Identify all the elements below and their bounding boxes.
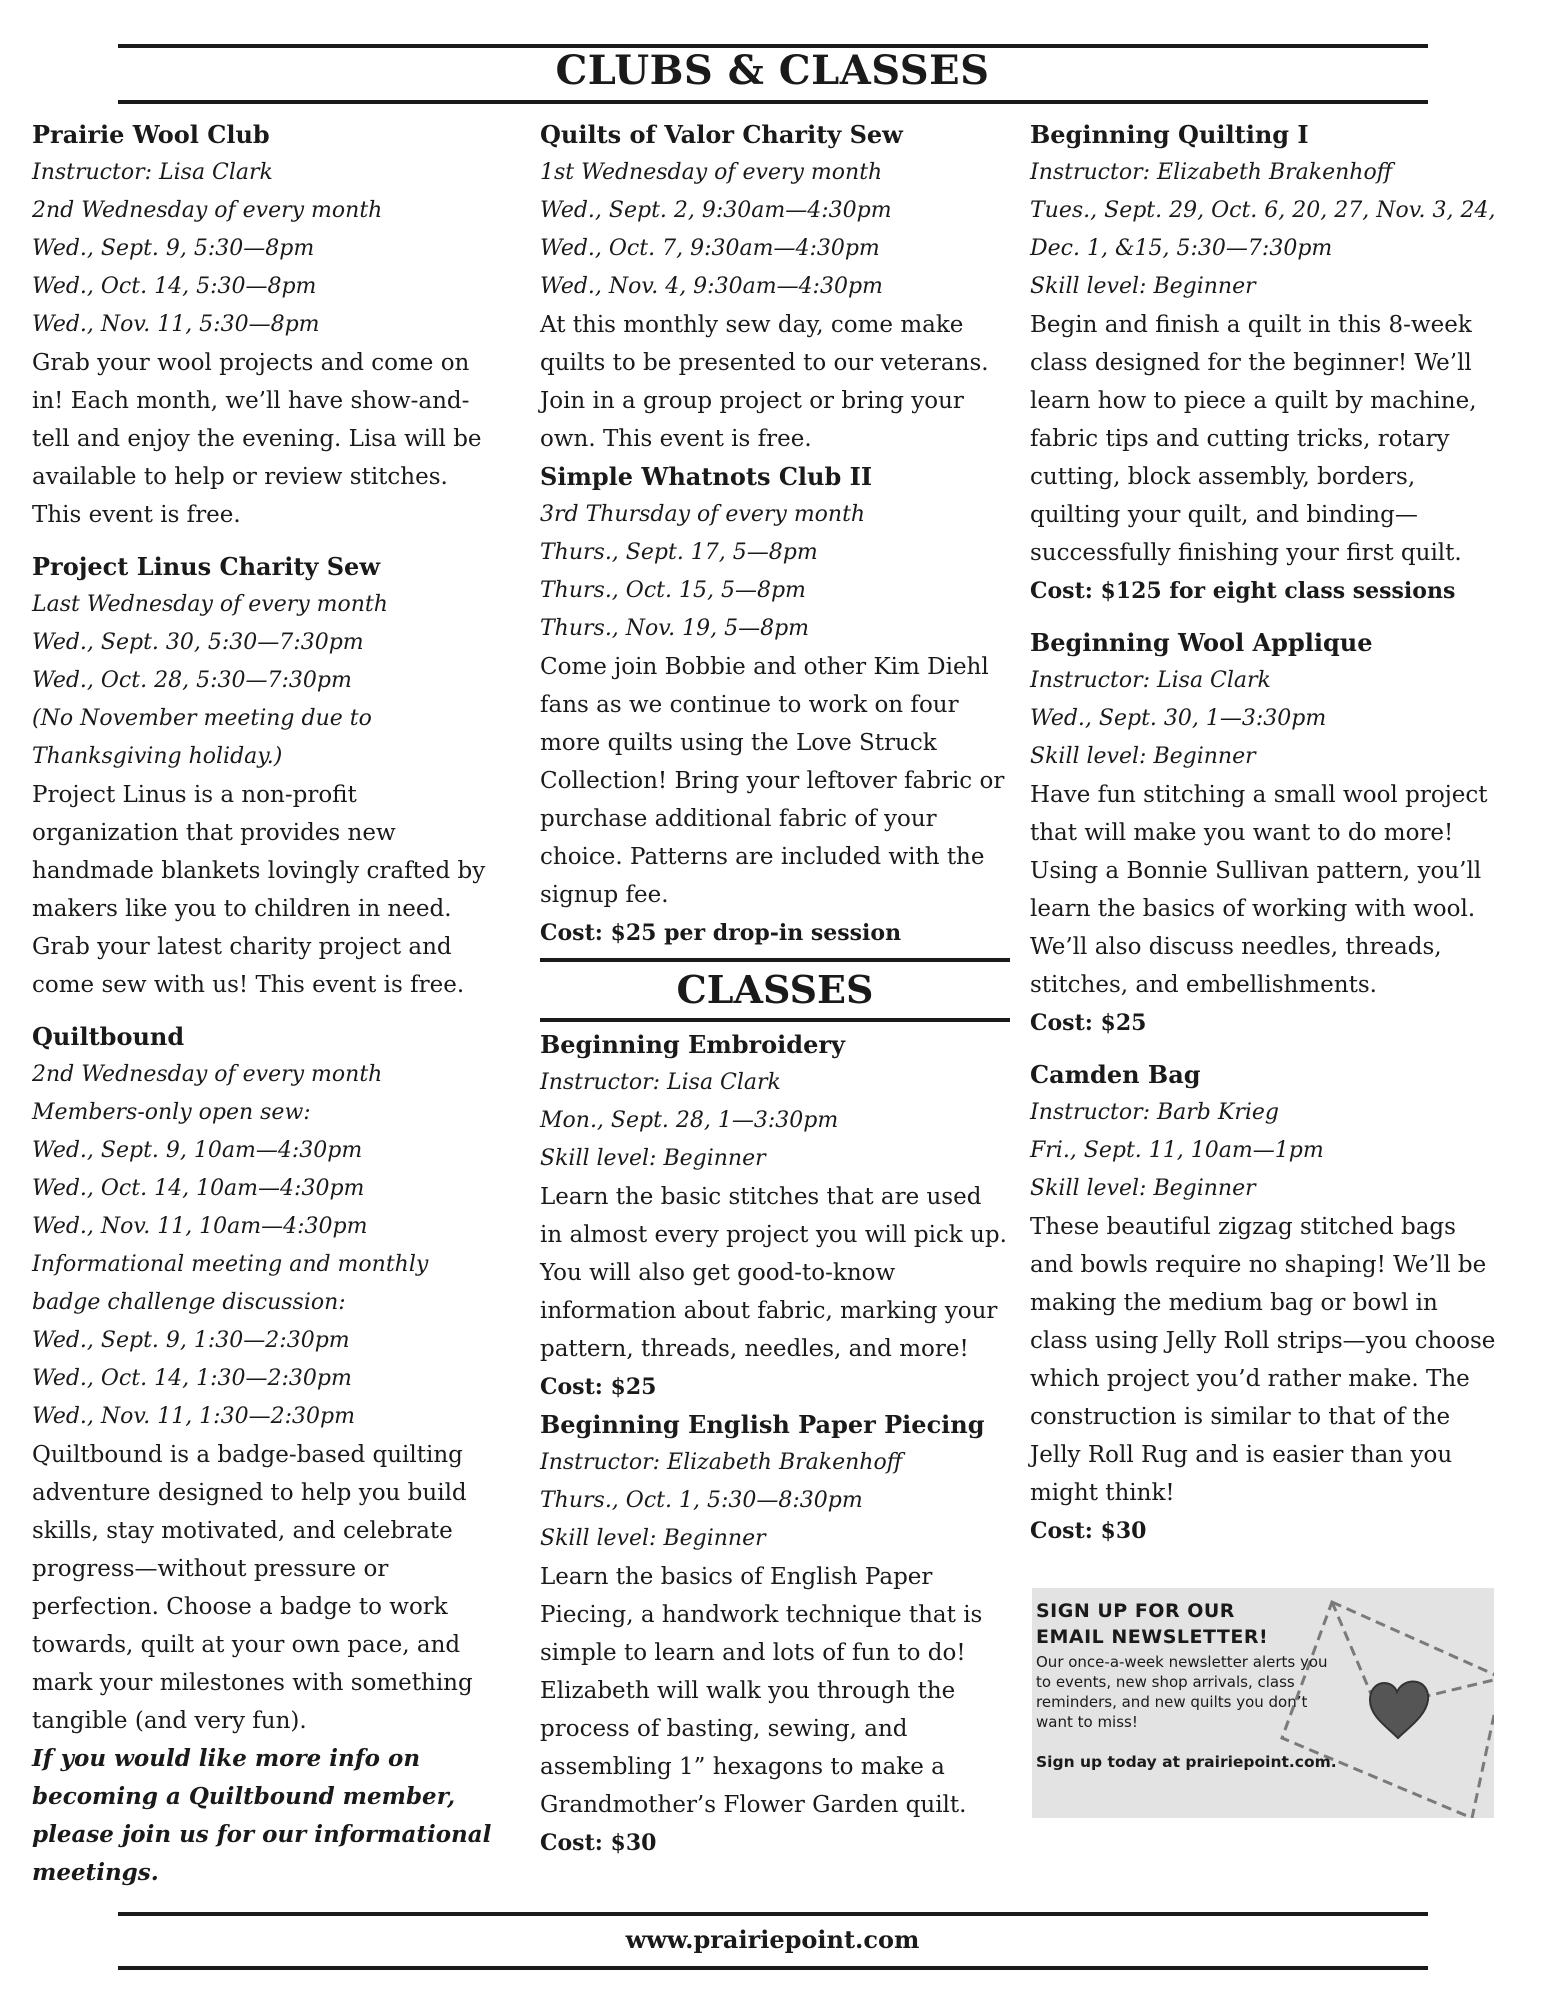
- event-date: Wed., Oct. 14, 5:30—8pm: [32, 274, 317, 299]
- event-project-linus-charity-sew: [32, 548, 502, 1004]
- column-clubs-classes-middle: [540, 116, 1010, 1876]
- event-skill-level: Skill level: Beginner: [1030, 744, 1256, 769]
- newsletter-heading-line: EMAIL NEWSLETTER!: [1036, 1626, 1269, 1648]
- event-cost: Cost: $25: [540, 1374, 657, 1400]
- classes-bottom-rule: [540, 1018, 1010, 1022]
- event-date: Thurs., Nov. 19, 5—8pm: [540, 616, 810, 641]
- event-title: Simple Whatnots Club II: [540, 462, 873, 491]
- event-description: Quiltbound is a badge-based quilting adventure designed to help you build skills, stay motivated, and celebrate progress—without pressure or perfection. Choose a badge to work towards, quilt at your own pace, and mark your milestones with something tangible (and very fun).: [32, 1442, 473, 1734]
- event-instructor: Instructor: Barb Krieg: [1030, 1100, 1279, 1125]
- column-classes-right: [1030, 116, 1500, 1564]
- event-prairie-wool-club: [32, 116, 502, 534]
- footer-website-link[interactable]: www.prairiepoint.com: [625, 1925, 920, 1954]
- event-quilts-of-valor-charity-sew: [540, 116, 1010, 458]
- event-instructor: Instructor: Lisa Clark: [540, 1070, 781, 1095]
- event-skill-level: Skill level: Beginner: [540, 1146, 766, 1171]
- event-date: Mon., Sept. 28, 1—3:30pm: [540, 1108, 839, 1133]
- newsletter-heading-line: SIGN UP FOR OUR: [1036, 1600, 1235, 1622]
- event-date: Wed., Nov. 4, 9:30am—4:30pm: [540, 274, 883, 299]
- column-clubs-left: [32, 116, 502, 1906]
- event-cost: Cost: $30: [1030, 1518, 1147, 1544]
- event-date: Tues., Sept. 29, Oct. 6, 20, 27, Nov. 3, 24, Dec. 1, &15, 5:30—7:30pm: [1030, 198, 1496, 261]
- event-date: Wed., Oct. 7, 9:30am—4:30pm: [540, 236, 880, 261]
- event-description: Have fun stitching a small wool project that will make you want to do more! Using a Bonnie Sullivan pattern, you’ll learn the basics of working with wool. We’ll also discuss needles, threads, stitches, and embellishments.: [1030, 782, 1488, 998]
- event-date: Thurs., Sept. 17, 5—8pm: [540, 540, 818, 565]
- event-date: Wed., Oct. 28, 5:30—7:30pm: [32, 668, 352, 693]
- event-note: (No November meeting due to Thanksgiving holiday.): [32, 706, 372, 769]
- event-date: Wed., Sept. 9, 10am—4:30pm: [32, 1138, 363, 1163]
- event-title: Quiltbound: [32, 1022, 185, 1051]
- event-schedule: 2nd Wednesday of every month: [32, 198, 383, 223]
- event-title: Beginning English Paper Piecing: [540, 1410, 985, 1439]
- event-skill-level: Skill level: Beginner: [1030, 274, 1256, 299]
- event-cost: Cost: $125 for eight class sessions: [1030, 578, 1456, 604]
- event-description: These beautiful zigzag stitched bags and bowls require no shaping! We’ll be making the medium bag or bowl in class using Jelly Roll strips—you choose which project you’d rather make. The construction is similar to that of the Jelly Roll Rug and is easier than you might think!: [1030, 1214, 1496, 1506]
- event-description: Grab your wool projects and come on in! Each month, we’ll have show-and-tell and enjoy the evening. Lisa will be available to help or review stitches. This event is free.: [32, 350, 482, 528]
- newsletter-signup-box[interactable]: [1032, 1588, 1494, 1818]
- event-description: Learn the basic stitches that are used in almost every project you will pick up. You will also get good-to-know information about fabric, marking your pattern, threads, needles, and more!: [540, 1184, 1007, 1362]
- event-date: Thurs., Oct. 15, 5—8pm: [540, 578, 806, 603]
- event-date: Wed., Sept. 9, 1:30—2:30pm: [32, 1328, 350, 1353]
- footer-bottom-rule: [118, 1966, 1428, 1970]
- footer-top-rule: [118, 1912, 1428, 1916]
- class-beginning-wool-applique: [1030, 624, 1500, 1042]
- newsletter-signup-link[interactable]: Sign up today at prairiepoint.com.: [1036, 1753, 1337, 1771]
- event-schedule: 2nd Wednesday of every month: [32, 1062, 383, 1087]
- page-title: CLUBS & CLASSES: [555, 47, 990, 94]
- event-title: Quilts of Valor Charity Sew: [540, 120, 903, 149]
- event-schedule: 3rd Thursday of every month: [540, 502, 866, 527]
- event-description: Project Linus is a non-profit organization that provides new handmade blankets lovingly crafted by makers like you to children in need. Grab your latest charity project and come sew with us! This event is free.: [32, 782, 486, 998]
- event-date: Wed., Sept. 2, 9:30am—4:30pm: [540, 198, 892, 223]
- event-date: Wed., Oct. 14, 1:30—2:30pm: [32, 1366, 352, 1391]
- event-instructor: Instructor: Elizabeth Brakenhoff: [540, 1450, 903, 1475]
- event-cost: Cost: $30: [540, 1830, 657, 1856]
- event-date: Wed., Sept. 9, 5:30—8pm: [32, 236, 315, 261]
- newsletter-body: Our once-a-week newsletter alerts you to events, new shop arrivals, class reminders, and new quilts you don’t want to miss!: [1036, 1653, 1328, 1731]
- event-instructor: Instructor: Elizabeth Brakenhoff: [1030, 160, 1393, 185]
- event-skill-level: Skill level: Beginner: [1030, 1176, 1256, 1201]
- event-schedule: Last Wednesday of every month: [32, 592, 388, 617]
- event-title: Beginning Wool Applique: [1030, 628, 1373, 657]
- class-beginning-embroidery: [540, 1026, 1010, 1406]
- event-title: Beginning Quilting I: [1030, 120, 1309, 149]
- class-beginning-english-paper-piecing: [540, 1406, 1010, 1862]
- event-skill-level: Skill level: Beginner: [540, 1526, 766, 1551]
- title-underline-rule: [118, 100, 1428, 104]
- event-date: Thurs., Oct. 1, 5:30—8:30pm: [540, 1488, 863, 1513]
- event-title: Camden Bag: [1030, 1060, 1201, 1089]
- event-description: Come join Bobbie and other Kim Diehl fans as we continue to work on four more quilts using the Love Struck Collection! Bring your leftover fabric or purchase additional fabric of your choice. Patterns are included with the signup fee.: [540, 654, 1005, 908]
- event-cost: Cost: $25 per drop-in session: [540, 920, 902, 946]
- event-subheading: Members-only open sew:: [32, 1100, 311, 1125]
- event-description: Begin and finish a quilt in this 8-week class designed for the beginner! We’ll learn how to piece a quilt by machine, fabric tips and cutting tricks, rotary cutting, block assembly, borders, quilting your quilt, and binding—successfully finishing your first quilt.: [1030, 312, 1477, 566]
- event-date: Fri., Sept. 11, 10am—1pm: [1030, 1138, 1324, 1163]
- event-date: Wed., Oct. 14, 10am—4:30pm: [32, 1176, 365, 1201]
- event-date: Wed., Nov. 11, 5:30—8pm: [32, 312, 320, 337]
- event-simple-whatnots-club-ii: [540, 458, 1010, 952]
- event-callout: If you would like more info on becoming a Quiltbound member, please join us for our informational meetings.: [32, 1745, 492, 1886]
- event-date: Wed., Sept. 30, 1—3:30pm: [1030, 706, 1327, 731]
- newsletter-heading: [1036, 1598, 1268, 1650]
- event-date: Wed., Nov. 11, 1:30—2:30pm: [32, 1404, 355, 1429]
- class-camden-bag: [1030, 1056, 1500, 1550]
- event-title: Beginning Embroidery: [540, 1030, 845, 1059]
- event-quiltbound: [32, 1018, 502, 1892]
- event-date: Wed., Nov. 11, 10am—4:30pm: [32, 1214, 368, 1239]
- event-cost: Cost: $25: [1030, 1010, 1147, 1036]
- classes-heading: CLASSES: [676, 967, 874, 1012]
- event-description: At this monthly sew day, come make quilts to be presented to our veterans. Join in a group project or bring your own. This event is free.: [540, 312, 989, 452]
- event-subheading: Informational meeting and monthly badge challenge discussion:: [32, 1252, 429, 1315]
- event-title: Project Linus Charity Sew: [32, 552, 380, 581]
- event-description: Learn the basics of English Paper Piecing, a handwork technique that is simple to learn and lots of fun to do! Elizabeth will walk you through the process of basting, sewing, and assembling 1” hexagons to make a Grandmother’s Flower Garden quilt.: [540, 1564, 983, 1818]
- event-instructor: Instructor: Lisa Clark: [32, 160, 273, 185]
- event-instructor: Instructor: Lisa Clark: [1030, 668, 1271, 693]
- event-date: Wed., Sept. 30, 5:30—7:30pm: [32, 630, 364, 655]
- event-schedule: 1st Wednesday of every month: [540, 160, 883, 185]
- class-beginning-quilting-i: [1030, 116, 1500, 610]
- event-title: Prairie Wool Club: [32, 120, 270, 149]
